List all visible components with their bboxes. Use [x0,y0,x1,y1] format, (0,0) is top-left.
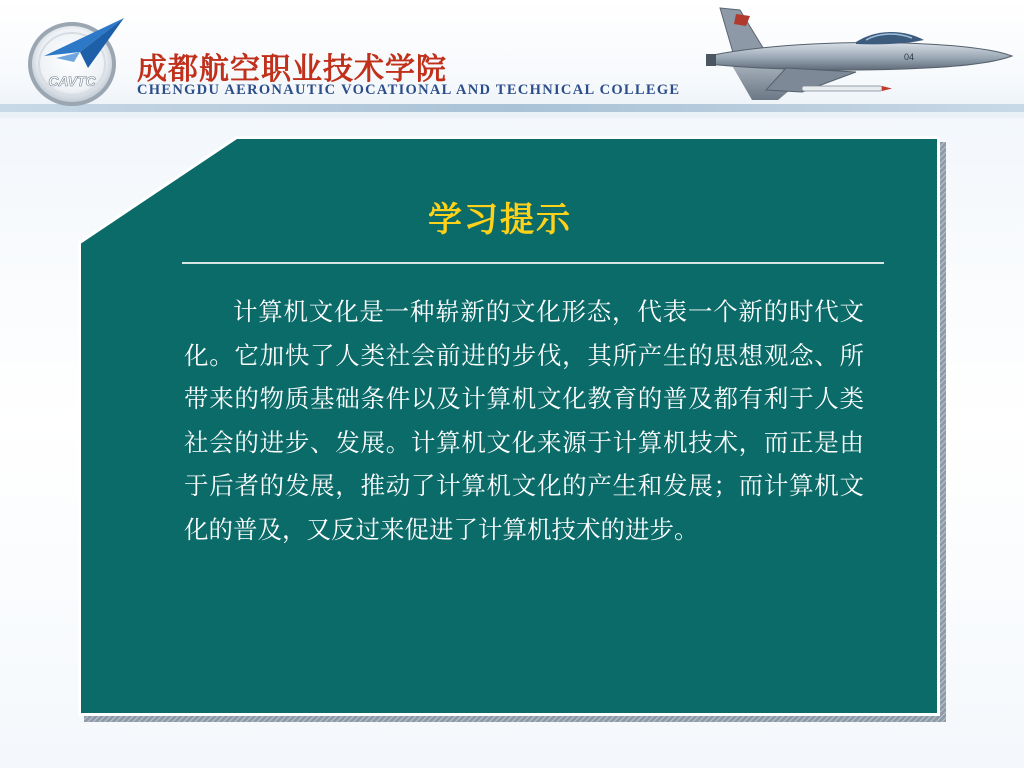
title-divider [182,262,884,264]
logo-text: CAVTC [48,73,96,89]
college-name-english: CHENGDU AERONAUTIC VOCATIONAL AND TECHNICAL COLLEGE [137,82,681,98]
slide-title: 学习提示 [428,200,572,240]
college-name-chinese: 成都航空职业技术学院 [137,52,447,87]
slide-body-text: 计算机文化是一种崭新的文化形态，代表一个新的时代文化。它加快了人类社会前进的步伐，其所产生的思想观念、所带来的物质基础条件以及计算机文化教育的普及都有利于人类社会的进步、发展。计算机文化来源于计算机技术，而正是由于后者的发展，推动了计算机文化的产生和发展；而计算机文化的普及，又反过来促进了计算机技术的进步。 [184,297,864,544]
jet-number: 04 [904,52,915,62]
